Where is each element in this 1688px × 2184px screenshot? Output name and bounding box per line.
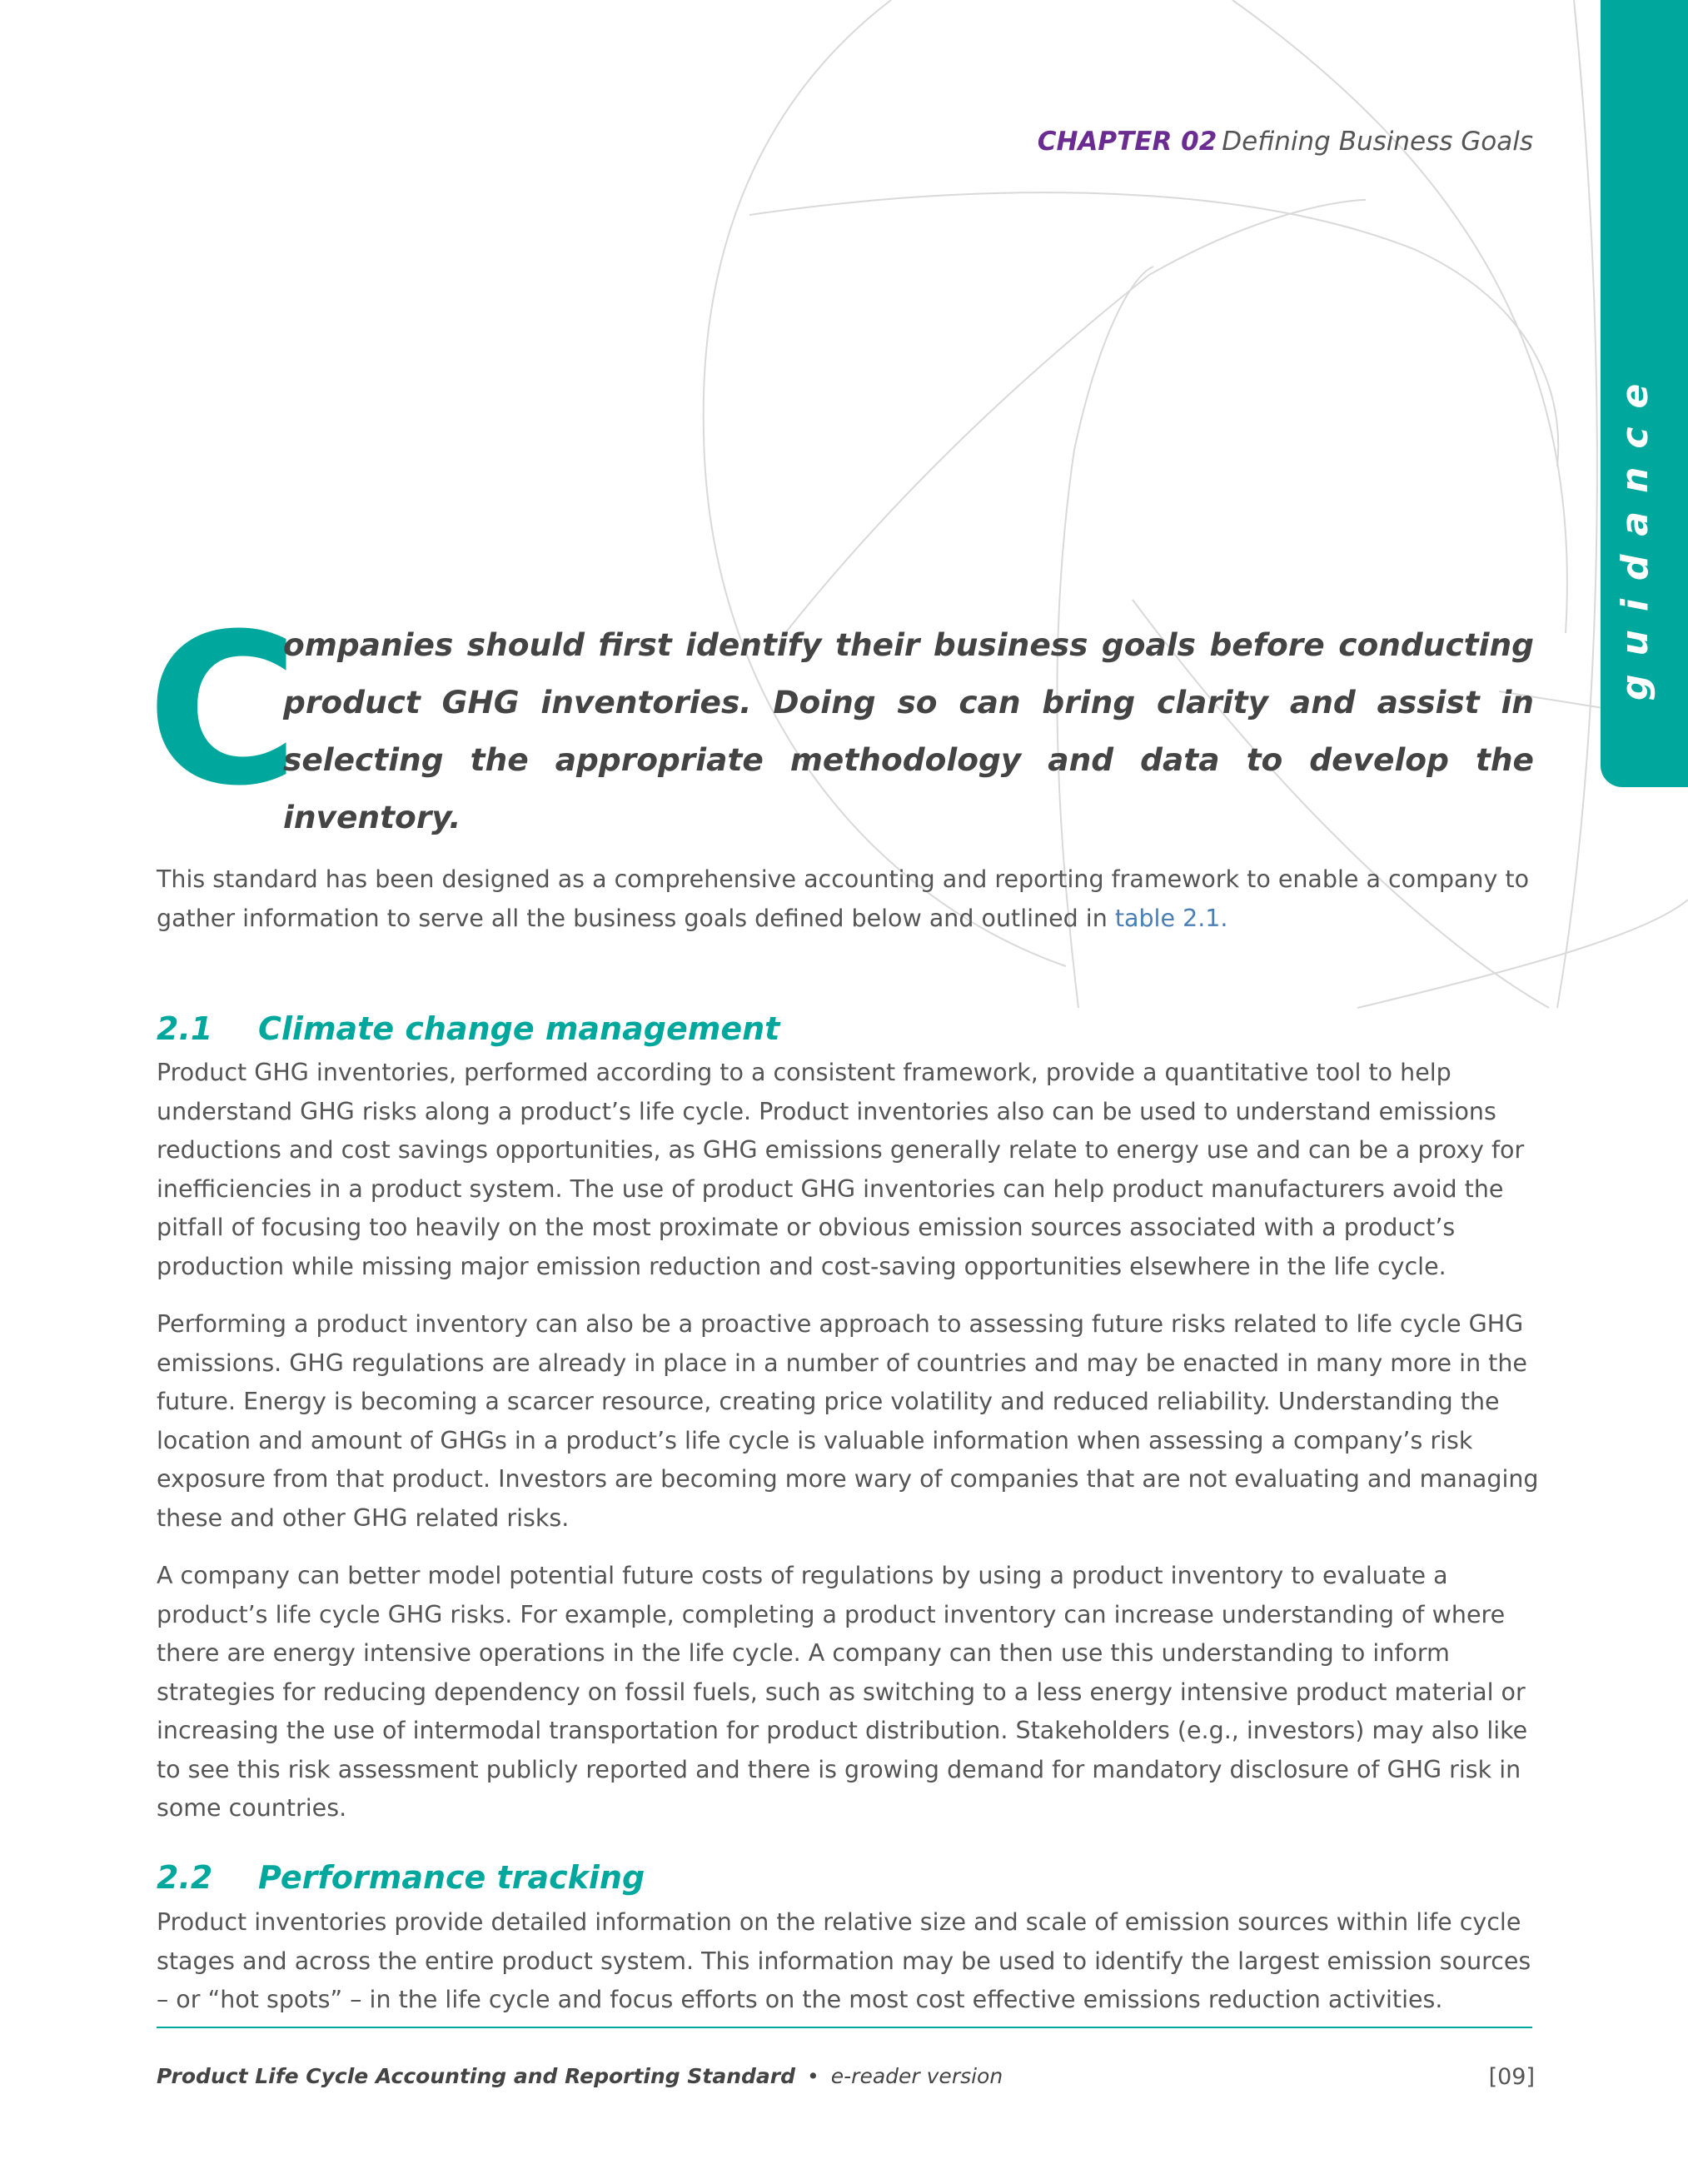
section-title: Performance tracking [258,1859,645,1896]
chapter-header [1038,127,1533,157]
section-number: 2.2 [157,1859,213,1896]
footer-title: Product Life Cycle Accounting and Reporting Standard [157,2064,796,2088]
chapter-title: Defining Business Goals [1222,127,1533,157]
section-2-1-paragraph-2: Performing a product inventory can also be a proactive approach to assessing future risks related to life cycle GHG emissions. GHG regulations are already in place in a number of countries and may be enacted in many more in the future. Energy is becoming a scarcer resource, creating price volatility and reduced reliability. Understanding the location and amount of GHGs in a product’s life cycle is valuable information when assessing a company’s risk exposure from that product. Investors are becoming more wary of companies that are not evaluating and managing these and other GHG related risks. [157,1310,1539,1532]
intro-pull-quote: ompanies should first identify their business goals before conducting product GHG inventories. Doing so can bring clarity and assist in selecting the appropriate methodology and data to develop the inventory. [283,626,1534,835]
lead-paragraph-end: . [1220,904,1228,932]
section-heading-2-2 [157,1859,645,1896]
lead-paragraph-text: This standard has been designed as a comprehensive accounting and reporting framework to enable a company to gather information to serve all the business goals defined below and outlined in [157,865,1530,932]
section-number: 2.1 [157,1010,213,1047]
footer-publication [157,2064,1003,2088]
section-2-1-paragraph-1: Product GHG inventories, performed according to a consistent framework, provide a quantitative tool to help understand GHG risks along a product’s life cycle. Product inventories also can be used to understand emissions reductions and cost savings opportunities, as GHG emissions generally relate to energy use and can be a proxy for inefficiencies in a product system. The use of product GHG inventories can help product manufacturers avoid the pitfall of focusing too heavily on the most proximate or obvious emission sources associated with a product’s production while missing major emission reduction and cost-saving opportunities elsewhere in the life cycle. [157,1059,1525,1280]
footer-divider [157,2027,1532,2028]
table-2-1-link[interactable]: table 2.1 [1114,904,1221,932]
footer-edition: e-reader version [830,2064,1003,2088]
section-heading-2-1 [157,1010,779,1047]
section-2-2-paragraph-1: Product inventories provide detailed information on the relative size and scale of emission sources within life cycle stages and across the entire product system. This information may be used to identify the largest emission sources – or “hot spots” – in the life cycle and focus efforts on the most cost effective emissions reduction activities. [157,1908,1531,2013]
drop-cap: C [147,589,300,831]
section-2-1-paragraph-3: A company can better model potential future costs of regulations by using a product inventory to evaluate a product’s life cycle GHG risks. For example, completing a product inventory can increase understanding of where there are energy intensive operations in the life cycle. A company can then use this understanding to inform strategies for reducing dependency on fossil fuels, such as switching to a less energy intensive product material or increasing the use of intermodal transportation for product distribution. Stakeholders (e.g., investors) may also like to see this risk assessment publicly reported and there is growing demand for mandatory disclosure of GHG risk in some countries. [157,1562,1528,1822]
page-number: [09] [1488,2064,1535,2090]
section-title: Climate change management [258,1010,780,1047]
footer-separator: • [807,2064,819,2088]
guidance-tab-label: guidance [1614,365,1656,701]
chapter-number: CHAPTER 02 [1037,127,1217,157]
lead-paragraph [157,860,1539,938]
